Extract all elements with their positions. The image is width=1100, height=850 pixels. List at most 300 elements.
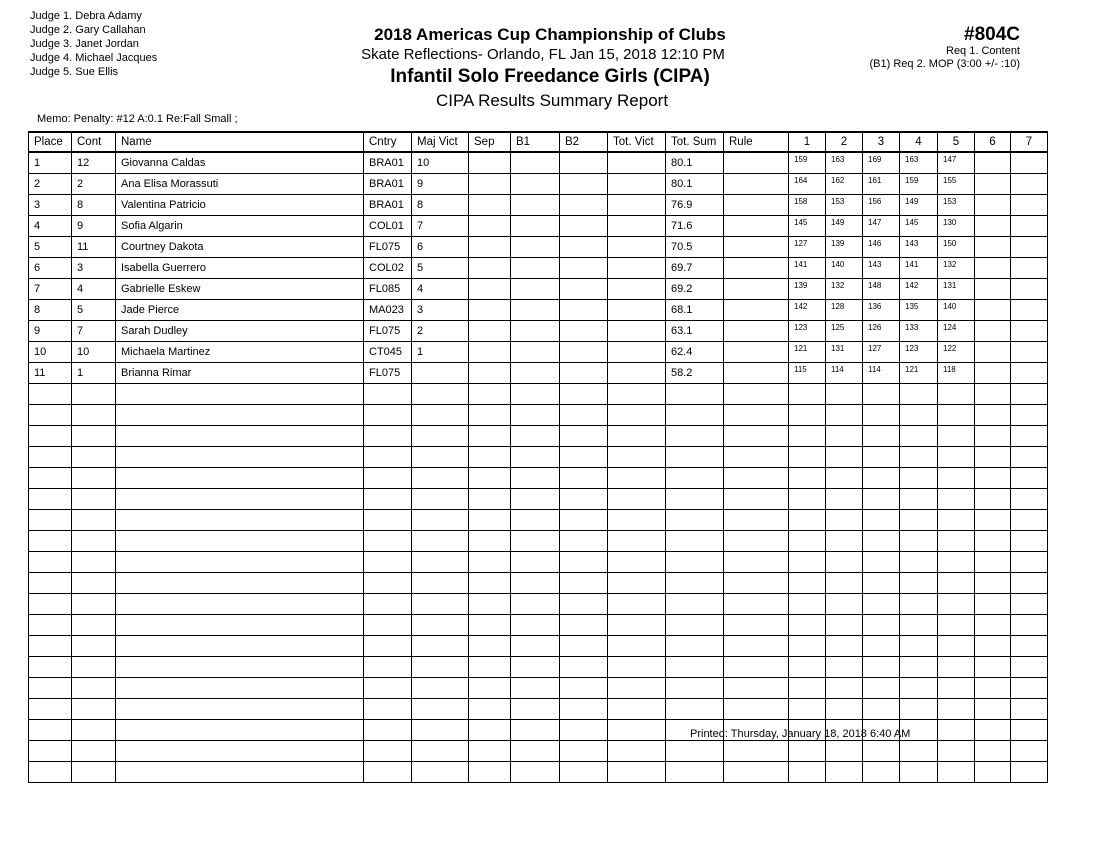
table-cell: 126 — [863, 321, 900, 342]
table-cell — [72, 573, 116, 594]
table-cell — [1011, 384, 1048, 405]
table-cell: 71.6 — [666, 216, 724, 237]
table-cell — [608, 195, 666, 216]
table-cell — [608, 636, 666, 657]
table-cell — [826, 531, 863, 552]
table-cell: 12 — [72, 152, 116, 174]
header-row — [29, 132, 1048, 152]
table-cell — [608, 762, 666, 783]
table-cell — [900, 426, 938, 447]
table-cell — [724, 447, 789, 468]
table-cell: 124 — [938, 321, 975, 342]
table-row — [29, 279, 1048, 300]
table-cell — [666, 468, 724, 489]
table-cell — [1011, 342, 1048, 363]
table-cell — [666, 489, 724, 510]
table-cell — [469, 152, 511, 174]
requirement: Req 1. Content — [946, 45, 1020, 57]
table-cell — [469, 174, 511, 195]
table-cell — [608, 300, 666, 321]
judge: Judge 5. Sue Ellis — [30, 66, 119, 78]
table-cell — [975, 594, 1011, 615]
table-cell — [560, 152, 608, 174]
table-cell — [789, 573, 826, 594]
table-cell — [826, 741, 863, 762]
empty-row — [29, 552, 1048, 573]
table-cell — [511, 342, 560, 363]
table-cell: 153 — [826, 195, 863, 216]
table-cell: 146 — [863, 237, 900, 258]
table-cell: 69.7 — [666, 258, 724, 279]
table-cell: Jade Pierce — [116, 300, 364, 321]
table-cell — [608, 363, 666, 384]
empty-row — [29, 447, 1048, 468]
table-cell: 147 — [938, 152, 975, 174]
table-cell — [608, 699, 666, 720]
table-cell: 2 — [72, 174, 116, 195]
table-cell — [72, 741, 116, 762]
table-cell — [1011, 657, 1048, 678]
table-cell — [560, 657, 608, 678]
empty-row — [29, 405, 1048, 426]
table-cell — [511, 447, 560, 468]
table-cell — [938, 531, 975, 552]
table-cell — [511, 678, 560, 699]
column-header: B2 — [560, 132, 608, 152]
table-cell: MA023 — [364, 300, 412, 321]
table-cell — [826, 615, 863, 636]
table-cell: 127 — [863, 342, 900, 363]
results-table — [28, 131, 1048, 783]
table-cell: 132 — [938, 258, 975, 279]
table-cell — [511, 573, 560, 594]
table-cell: 149 — [900, 195, 938, 216]
table-cell — [724, 699, 789, 720]
table-cell: 145 — [900, 216, 938, 237]
table-cell: 169 — [863, 152, 900, 174]
table-cell — [511, 615, 560, 636]
table-cell — [1011, 426, 1048, 447]
table-cell: 148 — [863, 279, 900, 300]
table-cell — [469, 678, 511, 699]
table-cell — [116, 489, 364, 510]
table-cell — [608, 384, 666, 405]
table-cell — [72, 762, 116, 783]
table-cell — [1011, 489, 1048, 510]
empty-row — [29, 636, 1048, 657]
table-cell: FL085 — [364, 279, 412, 300]
table-cell: 5 — [412, 258, 469, 279]
empty-row — [29, 678, 1048, 699]
table-cell — [608, 489, 666, 510]
table-cell — [863, 468, 900, 489]
table-cell — [975, 363, 1011, 384]
table-cell — [826, 405, 863, 426]
table-cell — [469, 741, 511, 762]
table-cell — [412, 741, 469, 762]
table-row — [29, 258, 1048, 279]
table-cell — [1011, 699, 1048, 720]
table-cell: 164 — [789, 174, 826, 195]
table-cell — [1011, 279, 1048, 300]
table-cell — [511, 510, 560, 531]
table-cell — [364, 636, 412, 657]
table-cell — [511, 552, 560, 573]
table-cell — [29, 489, 72, 510]
table-cell: 118 — [938, 363, 975, 384]
table-cell — [29, 573, 72, 594]
table-cell — [724, 510, 789, 531]
table-cell — [975, 174, 1011, 195]
table-cell — [975, 405, 1011, 426]
table-cell: 80.1 — [666, 174, 724, 195]
column-header: Place — [29, 132, 72, 152]
table-cell — [412, 636, 469, 657]
table-cell — [364, 489, 412, 510]
table-cell — [116, 699, 364, 720]
table-cell: 121 — [900, 363, 938, 384]
table-cell: 76.9 — [666, 195, 724, 216]
table-cell: 133 — [900, 321, 938, 342]
table-cell: COL01 — [364, 216, 412, 237]
table-cell — [724, 237, 789, 258]
table-cell — [364, 573, 412, 594]
table-cell — [975, 657, 1011, 678]
table-cell: CT045 — [364, 342, 412, 363]
table-cell — [364, 405, 412, 426]
table-cell — [938, 762, 975, 783]
table-cell — [469, 384, 511, 405]
table-cell — [469, 636, 511, 657]
table-cell: 136 — [863, 300, 900, 321]
table-cell: 115 — [789, 363, 826, 384]
table-cell: 68.1 — [666, 300, 724, 321]
table-cell — [511, 720, 560, 741]
empty-row — [29, 531, 1048, 552]
table-cell — [938, 426, 975, 447]
table-cell: 143 — [863, 258, 900, 279]
table-cell — [666, 552, 724, 573]
table-cell — [608, 573, 666, 594]
column-header: 6 — [975, 132, 1011, 152]
table-cell — [975, 552, 1011, 573]
table-cell — [560, 363, 608, 384]
table-cell — [724, 426, 789, 447]
table-cell — [724, 615, 789, 636]
table-cell — [29, 552, 72, 573]
table-cell — [938, 510, 975, 531]
table-cell — [1011, 552, 1048, 573]
column-header: 7 — [1011, 132, 1048, 152]
table-cell: 153 — [938, 195, 975, 216]
table-cell — [364, 678, 412, 699]
table-cell — [608, 152, 666, 174]
table-cell: 70.5 — [666, 237, 724, 258]
table-row — [29, 174, 1048, 195]
column-header: Tot. Sum — [666, 132, 724, 152]
table-cell: 6 — [412, 237, 469, 258]
table-cell: 6 — [29, 258, 72, 279]
table-cell — [469, 216, 511, 237]
table-cell — [469, 552, 511, 573]
table-cell — [975, 741, 1011, 762]
table-cell: 130 — [938, 216, 975, 237]
table-cell — [29, 510, 72, 531]
table-cell — [1011, 741, 1048, 762]
table-cell: 141 — [789, 258, 826, 279]
table-cell — [1011, 321, 1048, 342]
table-cell — [1011, 363, 1048, 384]
table-cell — [560, 762, 608, 783]
table-cell — [1011, 237, 1048, 258]
empty-row — [29, 699, 1048, 720]
table-cell: 141 — [900, 258, 938, 279]
table-cell — [938, 468, 975, 489]
table-cell — [560, 615, 608, 636]
empty-row — [29, 615, 1048, 636]
table-row — [29, 237, 1048, 258]
table-cell — [863, 510, 900, 531]
table-cell: 10 — [72, 342, 116, 363]
column-header: B1 — [511, 132, 560, 152]
table-cell — [469, 468, 511, 489]
table-cell — [29, 678, 72, 699]
empty-row — [29, 594, 1048, 615]
column-header: 4 — [900, 132, 938, 152]
table-cell — [938, 552, 975, 573]
table-cell — [900, 531, 938, 552]
table-cell — [560, 195, 608, 216]
table-cell — [724, 258, 789, 279]
table-cell — [608, 552, 666, 573]
table-cell — [863, 405, 900, 426]
table-cell — [666, 573, 724, 594]
table-cell — [560, 174, 608, 195]
table-cell — [789, 552, 826, 573]
column-header: 1 — [789, 132, 826, 152]
table-cell — [29, 657, 72, 678]
table-cell — [938, 720, 975, 741]
table-cell — [469, 720, 511, 741]
table-cell — [469, 615, 511, 636]
table-cell — [608, 657, 666, 678]
table-cell — [511, 237, 560, 258]
table-cell — [975, 237, 1011, 258]
table-row — [29, 216, 1048, 237]
table-cell — [560, 342, 608, 363]
table-cell — [511, 321, 560, 342]
table-cell — [511, 279, 560, 300]
table-cell — [608, 678, 666, 699]
table-cell — [29, 447, 72, 468]
report-name: CIPA Results Summary Report — [435, 91, 669, 110]
table-cell: 123 — [789, 321, 826, 342]
table-cell — [560, 489, 608, 510]
table-cell — [789, 426, 826, 447]
table-cell: 121 — [789, 342, 826, 363]
table-cell — [608, 510, 666, 531]
table-cell: 9 — [412, 174, 469, 195]
table-cell — [900, 447, 938, 468]
table-cell — [560, 531, 608, 552]
table-cell — [863, 636, 900, 657]
table-cell — [469, 195, 511, 216]
table-cell — [724, 741, 789, 762]
table-cell: FL075 — [364, 321, 412, 342]
table-cell — [116, 762, 364, 783]
table-cell — [560, 678, 608, 699]
table-cell — [364, 447, 412, 468]
table-cell — [608, 237, 666, 258]
table-cell: 1 — [412, 342, 469, 363]
table-cell: 62.4 — [666, 342, 724, 363]
table-cell: 4 — [412, 279, 469, 300]
table-cell — [863, 447, 900, 468]
table-cell — [29, 636, 72, 657]
table-cell — [789, 468, 826, 489]
table-cell — [364, 657, 412, 678]
table-cell: Michaela Martinez — [116, 342, 364, 363]
table-cell — [938, 573, 975, 594]
table-cell — [975, 279, 1011, 300]
table-cell — [29, 615, 72, 636]
table-cell — [1011, 762, 1048, 783]
judge: Judge 3. Janet Jordan — [30, 38, 139, 50]
table-cell: Gabrielle Eskew — [116, 279, 364, 300]
table-cell — [826, 657, 863, 678]
table-cell — [666, 405, 724, 426]
table-cell — [826, 426, 863, 447]
table-cell — [72, 510, 116, 531]
table-cell — [116, 657, 364, 678]
table-cell — [975, 720, 1011, 741]
report-title: 2018 Americas Cup Championship of Clubs — [374, 25, 726, 44]
table-cell — [789, 636, 826, 657]
table-cell — [364, 720, 412, 741]
table-cell — [863, 678, 900, 699]
table-cell: FL075 — [364, 237, 412, 258]
table-cell — [608, 216, 666, 237]
table-cell — [469, 594, 511, 615]
table-cell — [469, 657, 511, 678]
table-cell: 69.2 — [666, 279, 724, 300]
judge: Judge 4. Michael Jacques — [30, 52, 158, 64]
table-cell — [511, 300, 560, 321]
table-cell — [666, 699, 724, 720]
table-cell — [412, 657, 469, 678]
table-cell — [938, 489, 975, 510]
table-cell — [1011, 405, 1048, 426]
table-cell: 143 — [900, 237, 938, 258]
table-cell — [900, 594, 938, 615]
table-row — [29, 342, 1048, 363]
table-cell — [863, 531, 900, 552]
table-cell — [1011, 594, 1048, 615]
table-cell — [412, 762, 469, 783]
table-cell: 1 — [29, 152, 72, 174]
table-cell — [724, 216, 789, 237]
table-cell — [560, 384, 608, 405]
table-cell — [666, 384, 724, 405]
table-cell — [608, 594, 666, 615]
table-cell — [863, 426, 900, 447]
table-cell — [938, 636, 975, 657]
table-cell — [826, 552, 863, 573]
table-cell — [975, 152, 1011, 174]
table-cell — [724, 321, 789, 342]
table-cell: Giovanna Caldas — [116, 152, 364, 174]
table-cell — [724, 174, 789, 195]
table-cell — [116, 594, 364, 615]
table-cell — [72, 699, 116, 720]
table-cell — [560, 447, 608, 468]
column-header: Tot. Vict — [608, 132, 666, 152]
table-cell — [412, 447, 469, 468]
table-cell — [72, 678, 116, 699]
table-cell: 3 — [72, 258, 116, 279]
table-cell — [72, 657, 116, 678]
table-cell: 158 — [789, 195, 826, 216]
table-cell — [975, 300, 1011, 321]
table-cell — [29, 384, 72, 405]
table-cell — [608, 531, 666, 552]
table-cell — [412, 531, 469, 552]
table-cell — [412, 510, 469, 531]
table-cell — [666, 657, 724, 678]
table-cell — [938, 699, 975, 720]
table-cell — [938, 447, 975, 468]
table-cell — [724, 300, 789, 321]
table-cell: Sofia Algarin — [116, 216, 364, 237]
table-cell — [666, 531, 724, 552]
empty-row — [29, 384, 1048, 405]
table-cell: 7 — [412, 216, 469, 237]
table-cell — [116, 405, 364, 426]
table-cell: 9 — [72, 216, 116, 237]
table-cell — [412, 405, 469, 426]
table-cell — [469, 510, 511, 531]
table-cell: Isabella Guerrero — [116, 258, 364, 279]
table-cell — [863, 762, 900, 783]
table-cell — [863, 489, 900, 510]
empty-row — [29, 426, 1048, 447]
table-cell — [560, 510, 608, 531]
table-cell — [789, 741, 826, 762]
table-cell — [116, 573, 364, 594]
table-cell — [975, 216, 1011, 237]
column-header: Cont — [72, 132, 116, 152]
table-cell — [724, 342, 789, 363]
table-cell: 123 — [900, 342, 938, 363]
table-cell — [666, 510, 724, 531]
table-cell — [116, 720, 364, 741]
table-cell — [938, 594, 975, 615]
table-row — [29, 321, 1048, 342]
table-cell — [826, 573, 863, 594]
table-cell — [511, 657, 560, 678]
table-cell — [469, 426, 511, 447]
table-cell — [1011, 531, 1048, 552]
table-cell — [560, 699, 608, 720]
table-cell: 163 — [900, 152, 938, 174]
table-cell — [1011, 174, 1048, 195]
table-cell — [789, 678, 826, 699]
table-cell — [469, 489, 511, 510]
table-cell — [412, 363, 469, 384]
table-cell — [116, 741, 364, 762]
table-cell — [29, 468, 72, 489]
table-cell: Brianna Rimar — [116, 363, 364, 384]
